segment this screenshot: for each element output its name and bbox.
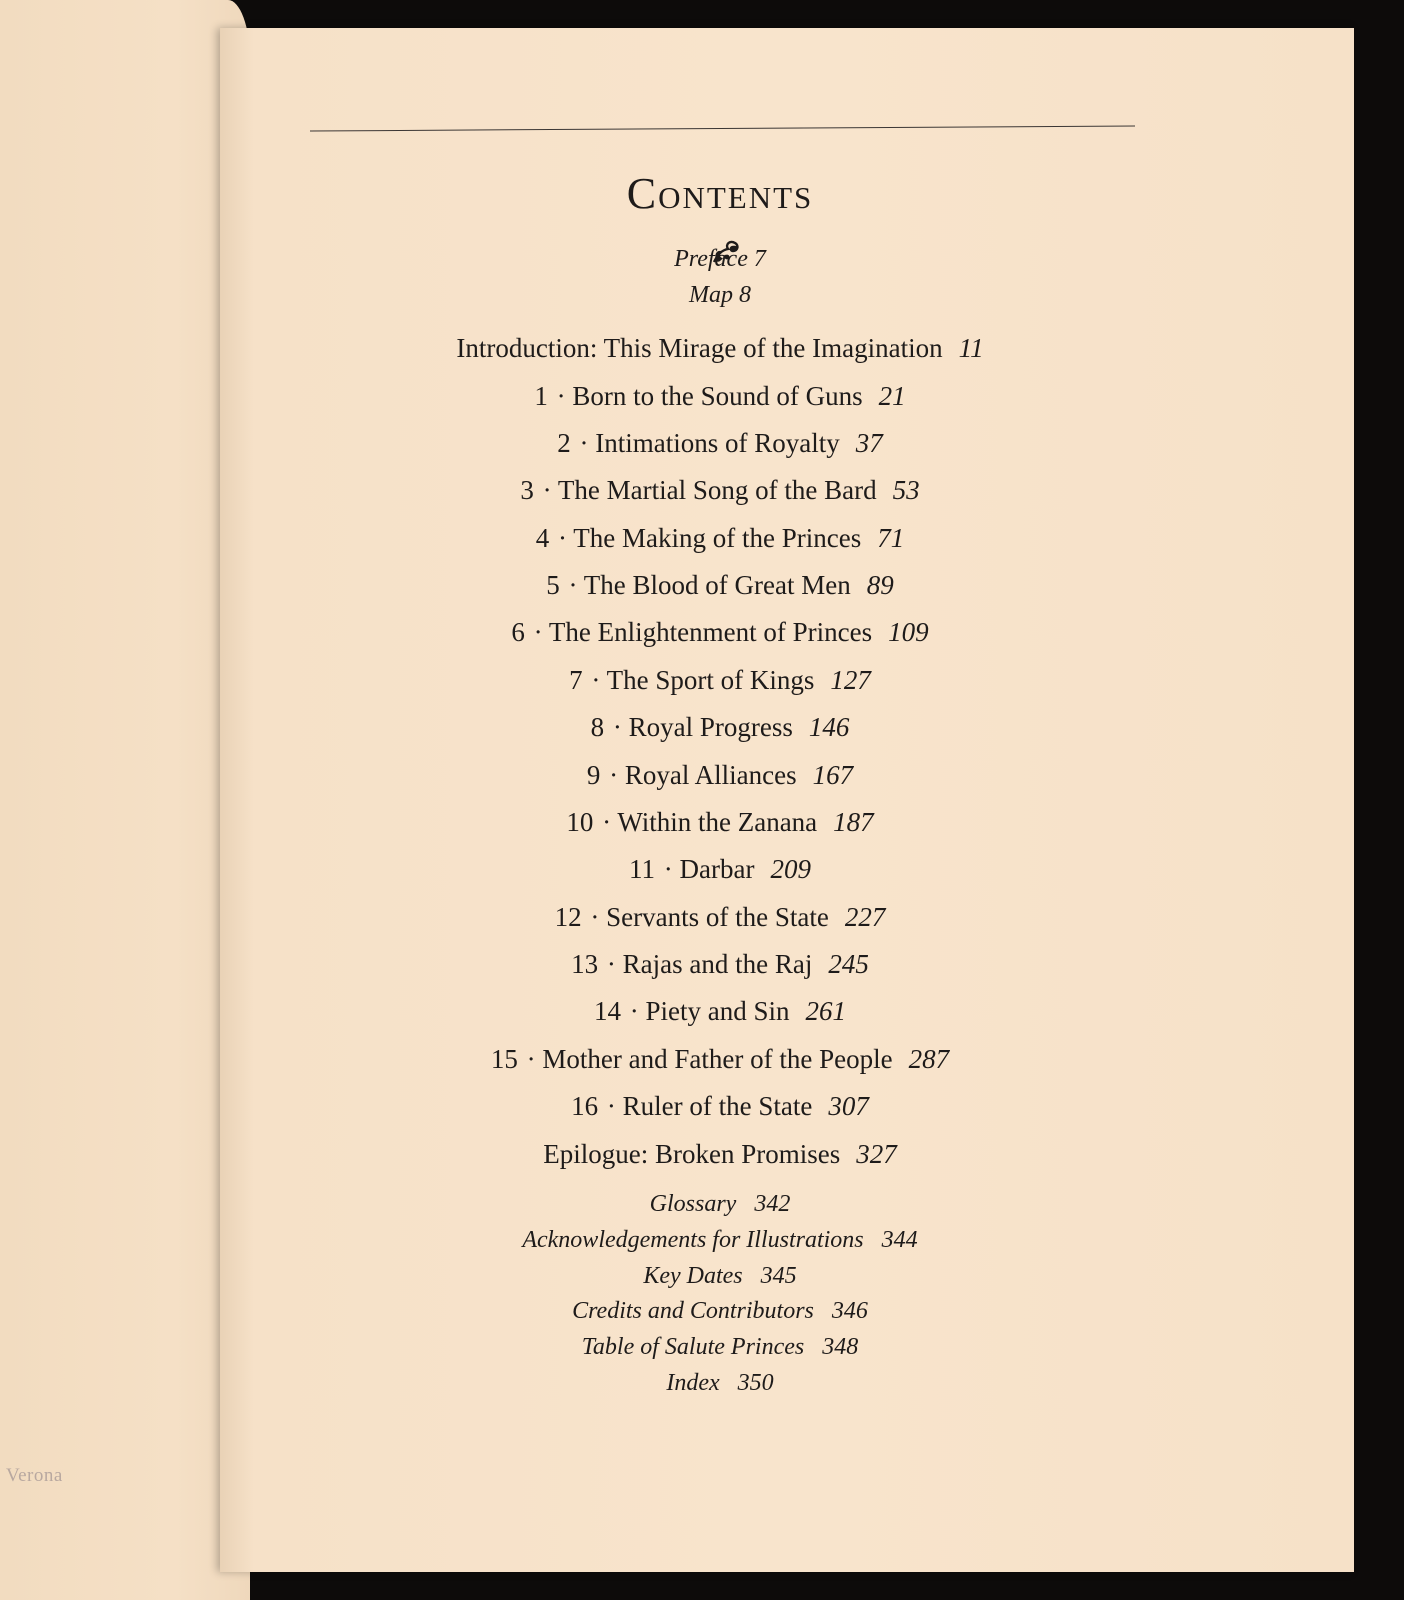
toc-front-item[interactable]: Map 8 — [689, 282, 751, 308]
toc-back-item[interactable]: Index 350 — [666, 1370, 774, 1396]
toc-entry[interactable]: 9 · Royal Alliances 167 — [586, 760, 854, 790]
toc-entry[interactable]: 1 · Born to the Sound of Guns 21 — [534, 381, 906, 411]
toc-front-item[interactable]: Preface 7 — [674, 246, 766, 272]
toc-entry[interactable]: 2 · Intimations of Royalty 37 — [557, 428, 883, 458]
toc-entry[interactable]: 11 · Darbar 209 — [629, 854, 811, 884]
toc-entry[interactable]: 16 · Ruler of the State 307 — [571, 1091, 869, 1121]
toc-entry[interactable]: Epilogue: Broken Promises 327 — [543, 1139, 897, 1169]
top-rule — [310, 125, 1135, 131]
toc-entry[interactable]: 7 · The Sport of Kings 127 — [569, 665, 871, 695]
toc-entry[interactable]: 5 · The Blood of Great Men 89 — [546, 570, 894, 600]
toc-entry[interactable]: 15 · Mother and Father of the People 287 — [490, 1044, 950, 1074]
toc-back-item[interactable]: Key Dates 345 — [643, 1263, 797, 1289]
toc-entry[interactable]: 14 · Piety and Sin 261 — [593, 996, 846, 1026]
toc-back-item[interactable]: Credits and Contributors 346 — [572, 1298, 868, 1324]
toc-entry[interactable]: 8 · Royal Progress 146 — [590, 712, 850, 742]
toc-entry[interactable]: Introduction: This Mirage of the Imagination 11 — [456, 333, 984, 363]
toc-entry[interactable]: 4 · The Making of the Princes 71 — [535, 523, 905, 553]
toc-entry[interactable]: 10 · Within the Zanana 187 — [566, 807, 874, 837]
toc-back-item[interactable]: Table of Salute Princes 348 — [581, 1334, 859, 1360]
left-page — [0, 0, 250, 1600]
toc-entry[interactable]: 12 · Servants of the State 227 — [554, 902, 886, 932]
toc-entry[interactable]: 13 · Rajas and the Raj 245 — [571, 949, 869, 979]
toc-entry[interactable]: 6 · The Enlightenment of Princes 109 — [511, 617, 929, 647]
toc-back-item[interactable]: Acknowledgements for Illustrations 344 — [522, 1227, 918, 1253]
left-page-footer: Verona — [6, 1465, 63, 1486]
page-title: Contents — [626, 169, 814, 218]
toc-entry[interactable]: 3 · The Martial Song of the Bard 53 — [520, 475, 920, 505]
toc-back-item[interactable]: Glossary 342 — [649, 1191, 791, 1217]
contents-page — [220, 28, 1354, 1572]
